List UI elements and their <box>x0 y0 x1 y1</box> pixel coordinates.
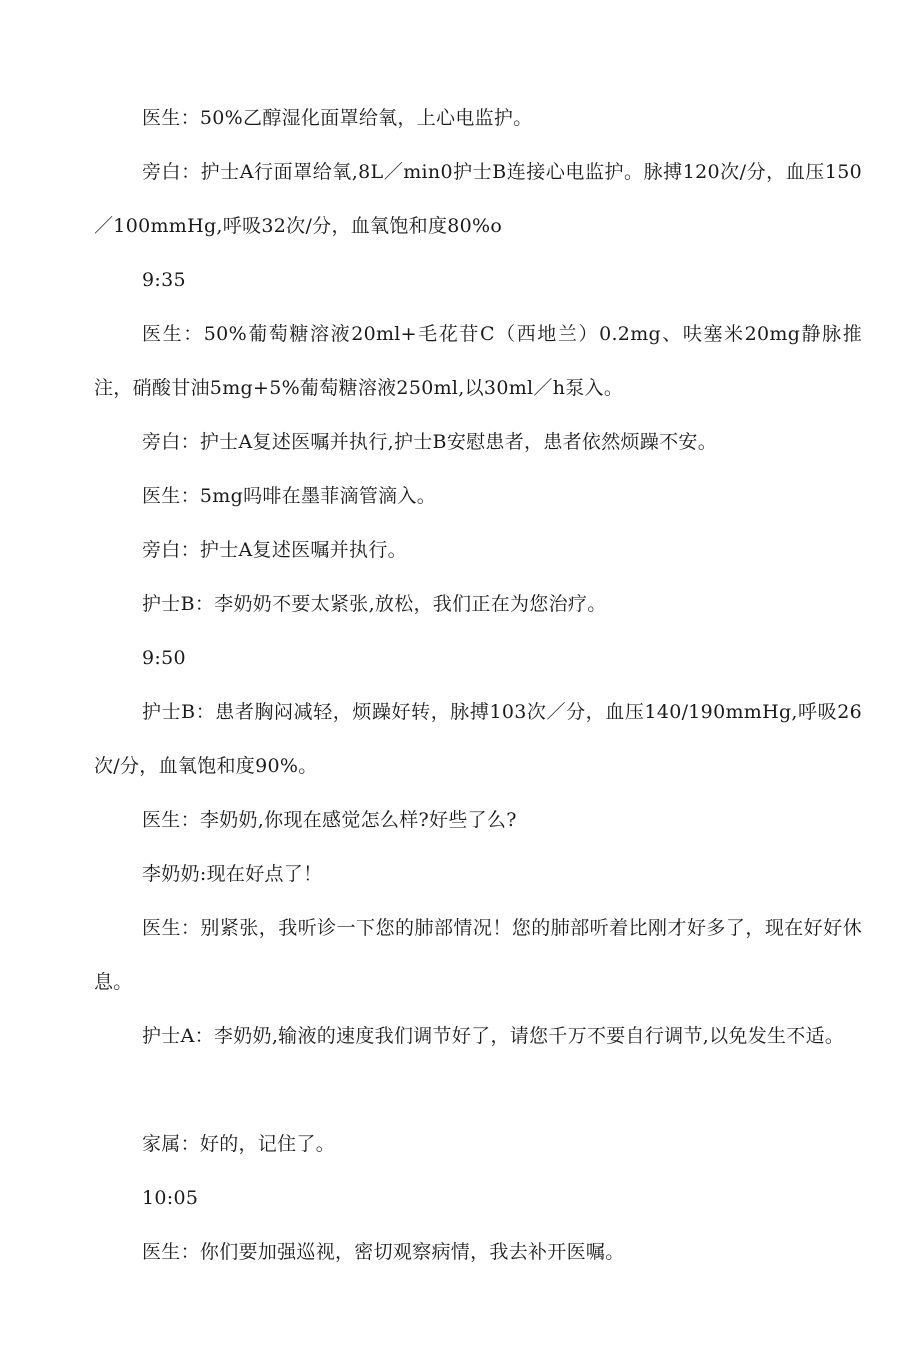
timestamp-935: 9:35 <box>142 269 186 291</box>
timestamp-950: 9:50 <box>142 647 186 669</box>
paragraph-doctor-instructions: 医生：你们要加强巡视，密切观察病情，我去补开医嘱。 <box>142 1241 625 1263</box>
paragraph-doctor-auscultation: 医生：别紧张，我听诊一下您的肺部情况！您的肺部听着比刚才好多了，现在好好休息。 <box>94 917 862 993</box>
paragraph-narration-execute-2: 旁白：护士A复述医嘱并执行。 <box>142 539 407 561</box>
paragraph-doctor-oxygen: 医生：50%乙醇湿化面罩给氧，上心电监护。 <box>142 107 533 129</box>
paragraph-doctor-question: 医生：李奶奶,你现在感觉怎么样?好些了么? <box>142 809 517 831</box>
timestamp-1005: 10:05 <box>142 1187 199 1209</box>
paragraph-doctor-medication: 医生：50%葡萄糖溶液20ml+毛花苷C（西地兰）0.2mg、呋塞米20mg静脉推注，硝酸甘油5mg+5%葡萄糖溶液250ml,以30ml／h泵入。 <box>94 323 862 399</box>
paragraph-family-reply: 家属：好的，记住了。 <box>142 1133 336 1155</box>
paragraph-nurse-a-infusion: 护士A：李奶奶,输液的速度我们调节好了，请您千万不要自行调节,以免发生不适。 <box>142 1025 845 1047</box>
paragraph-patient-reply: 李奶奶:现在好点了！ <box>142 863 323 885</box>
paragraph-narration-oxygen: 旁白：护士A行面罩给氧,8L／min0护士B连接心电监护。脉搏120次/分，血压150／100mmHg,呼吸32次/分，血氧饱和度80%o <box>94 161 862 237</box>
paragraph-nurse-b-status: 护士B：患者胸闷减轻，烦躁好转，脉搏103次／分，血压140/190mmHg,呼吸26次/分，血氧饱和度90%。 <box>94 701 862 777</box>
paragraph-nurse-b-comfort: 护士B：李奶奶不要太紧张,放松，我们正在为您治疗。 <box>142 593 607 615</box>
paragraph-narration-execute-1: 旁白：护士A复述医嘱并执行,护士B安慰患者，患者依然烦躁不安。 <box>142 431 718 453</box>
paragraph-doctor-morphine: 医生：5mg吗啡在墨菲滴管滴入。 <box>142 485 437 507</box>
